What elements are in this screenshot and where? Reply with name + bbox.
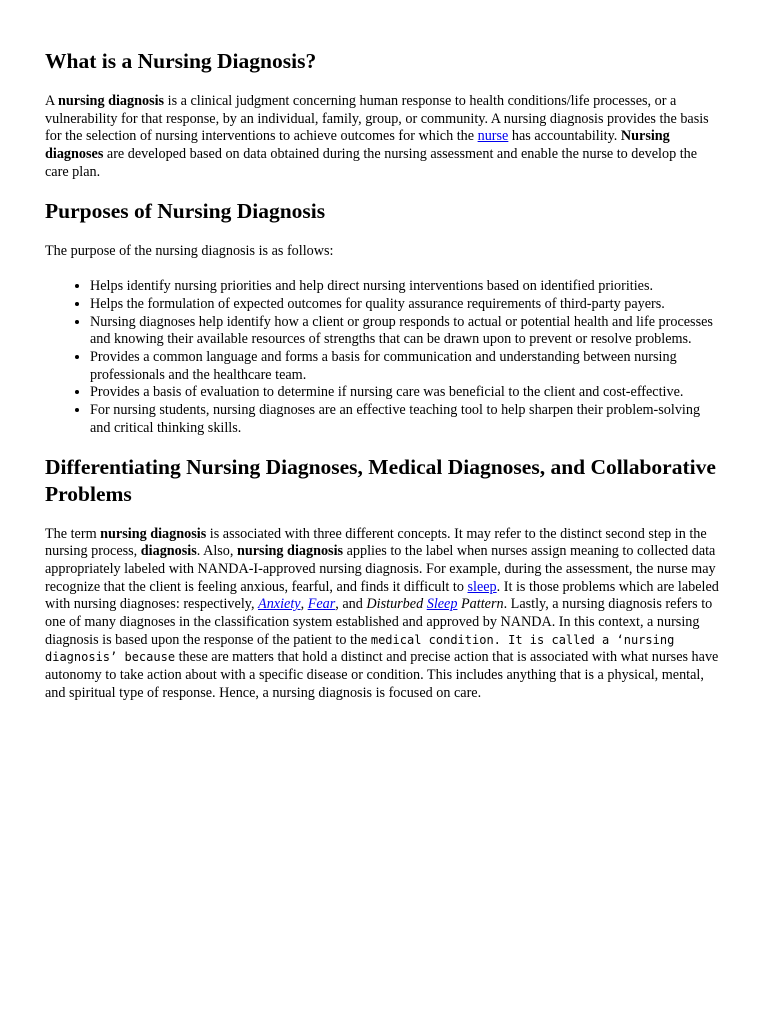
paragraph-definition: [45, 93, 722, 182]
bold-term: Nursing diagnoses: [45, 128, 670, 163]
list-item: • Helps identify nursing priorities and help direct nursing interventions based on identified priorities.: [90, 278, 722, 296]
list-item: • Nursing diagnoses help identify how a client or group responds to actual or potential health and life processes and knowing their available resources of strengths that can be drawn upon to prevent or resolve problems.: [90, 314, 722, 349]
text: ,: [300, 596, 308, 613]
text: applies to the label when nurses assign meaning to collected data appropriately labeled with NANDA-I-approved nursing diagnosis. For example, during the assessment, the nurse may recognize that the client is feeling anxious, fearful, and finds it difficult to: [45, 543, 716, 595]
text: . It is those problems which are labeled with nursing diagnoses: respectively,: [45, 578, 719, 613]
link-sleep[interactable]: sleep: [467, 578, 497, 595]
link-anxiety[interactable]: Anxiety: [258, 596, 301, 613]
text: . Lastly, a nursing diagnosis refers to one of many diagnoses in the classification system established and approved by NANDA. In this context, a nursing diagnosis is based upon the response of the patient to the: [45, 596, 713, 648]
list-item: • Provides a common language and forms a basis for communication and understanding between nursing professionals and the healthcare team.: [90, 349, 722, 384]
text: is associated with three different concepts. It may refer to the distinct second step in the nursing process,: [45, 525, 707, 560]
monospace-text: medical condition. It is called a ‘nursing diagnosis’ because: [45, 632, 675, 665]
text: A: [45, 93, 59, 109]
bold-term: nursing diagnosis: [236, 543, 344, 560]
text: is a clinical judgment concerning human response to health conditions/life processes, or a vulnerability for that response, by an individual, family, group, or community. A nursing diagnosis provides the basis for the selection of nursing interventions to achieve outcomes for which the: [45, 93, 709, 145]
link-fear[interactable]: Fear: [307, 596, 336, 613]
text: The term: [45, 525, 101, 542]
text: , and: [335, 596, 367, 613]
bold-term: diagnosis: [140, 543, 197, 560]
bold-term: nursing diagnosis: [58, 93, 165, 109]
bold-term: nursing diagnosis: [100, 525, 207, 542]
list-item: • Provides a basis of evaluation to determine if nursing care was beneficial to the client and cost-effective.: [90, 384, 722, 402]
italic-term: Pattern: [457, 596, 504, 613]
text: has accountability.: [508, 128, 621, 145]
purposes-list: [45, 278, 722, 437]
text: . Also,: [196, 543, 237, 560]
heading-differentiating: Differentiating Nursing Diagnoses, Medical Diagnoses, and Collaborative Problems: [45, 454, 716, 506]
paragraph-purpose-intro: The purpose of the nursing diagnosis is as follows:: [45, 242, 334, 259]
text: are developed based on data obtained during the nursing assessment and enable the nurse to develop the care plan.: [45, 146, 698, 180]
list-item: • For nursing students, nursing diagnoses are an effective teaching tool to help sharpen their problem-solving and critical thinking skills.: [90, 402, 722, 437]
italic-term: Disturbed: [366, 596, 427, 613]
paragraph-differentiating: [45, 526, 722, 703]
text: these are matters that hold a distinct and precise action that is associated with what nurses have autonomy to take action about with a specific disease or condition. This includes anything that is a physical, mental, and spiritual type of response. Hence, a nursing diagnosis is focused on care.: [45, 649, 719, 701]
heading-purposes: Purposes of Nursing Diagnosis: [45, 198, 326, 223]
heading-what-is-nursing-diagnosis: What is a Nursing Diagnosis?: [45, 49, 317, 73]
link-nurse[interactable]: nurse: [477, 128, 509, 145]
link-sleep-pattern[interactable]: Sleep: [426, 596, 458, 613]
list-item: • Helps the formulation of expected outcomes for quality assurance requirements of third-party payers.: [90, 296, 722, 314]
